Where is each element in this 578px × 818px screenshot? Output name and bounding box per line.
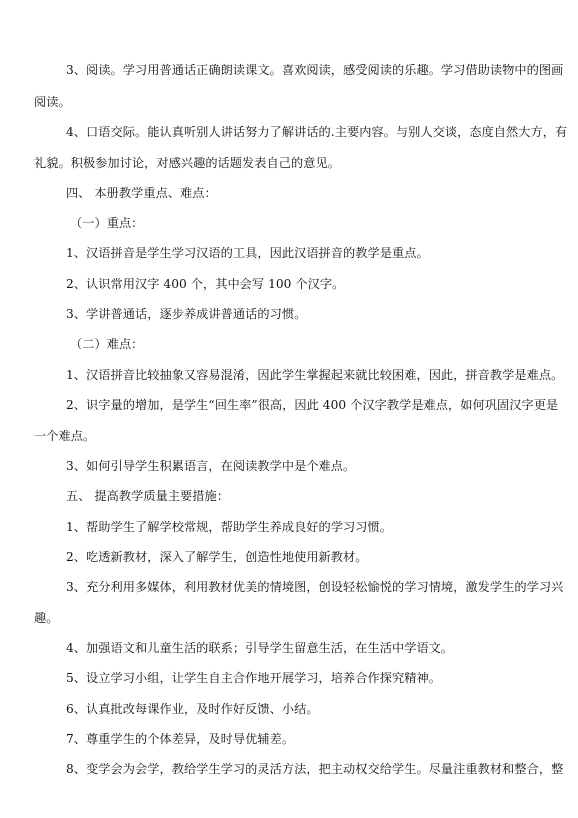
measure-4: 4、加强语文和儿童生活的联系；引导学生留意生活，在生活中学语文。 [66, 641, 454, 655]
difficulty-2-line-1: 2、识字量的增加，是学生“回生率”很高，因此 400 个汉字教学是难点，如何巩固汉字更是 [66, 398, 559, 412]
measure-7: 7、尊重学生的个体差异，及时导优辅差。 [66, 732, 295, 746]
key-point-1: 1、汉语拼音是学生学习汉语的工具，因此汉语拼音的教学是重点。 [66, 246, 429, 260]
measure-5: 5、设立学习小组，让学生自主合作地开展学习，培养合作探究精神。 [66, 671, 441, 685]
paragraph-oral-line-2: 礼貌。积极参加讨论，对感兴趣的话题发表自己的意见。 [34, 156, 340, 170]
paragraph-reading-line-1: 3、阅读。学习用普通话正确朗读课文。喜欢阅读，感受阅读的乐趣。学习借助读物中的图画 [66, 63, 564, 77]
difficulty-3: 3、如何引导学生积累语言，在阅读教学中是个难点。 [66, 459, 356, 473]
section-heading-key-points: 四、 本册教学重点、难点： [66, 186, 217, 200]
measure-1: 1、帮助学生了解学校常规，帮助学生养成良好的学习习惯。 [66, 520, 392, 534]
paragraph-oral-line-1: 4、口语交际。能认真听别人讲话努力了解讲话的.主要内容。与别人交谈，态度自然大方，有 [66, 125, 568, 139]
key-point-2: 2、认识常用汉字 400 个，其中会写 100 个汉字。 [66, 277, 345, 291]
subheading-difficulties: （二）难点： [70, 337, 144, 351]
measure-6: 6、认真批改每课作业，及时作好反馈、小结。 [66, 702, 319, 716]
difficulty-2-line-2: 一个难点。 [34, 429, 96, 443]
measure-3-line-2: 趣。 [34, 611, 59, 625]
measure-3-line-1: 3、充分利用多媒体，利用教材优美的情境图，创设轻松愉悦的学习情境，激发学生的学习兴 [66, 580, 564, 594]
measure-8-line-1: 8、变学会为会学，教给学生学习的灵活方法，把主动权交给学生。尽量注重教材和整合，整 [66, 762, 564, 776]
measure-2: 2、吃透新教材，深入了解学生，创造性地使用新教材。 [66, 550, 368, 564]
difficulty-1: 1、汉语拼音比较抽象又容易混淆，因此学生掌握起来就比较困难，因此，拼音教学是难点。 [66, 368, 564, 382]
subheading-key-points: （一）重点： [70, 216, 144, 230]
paragraph-reading-line-2: 阅读。 [34, 95, 71, 109]
section-heading-measures: 五、 提高教学质量主要措施： [66, 489, 230, 503]
key-point-3: 3、学讲普通话，逐步养成讲普通话的习惯。 [66, 307, 307, 321]
